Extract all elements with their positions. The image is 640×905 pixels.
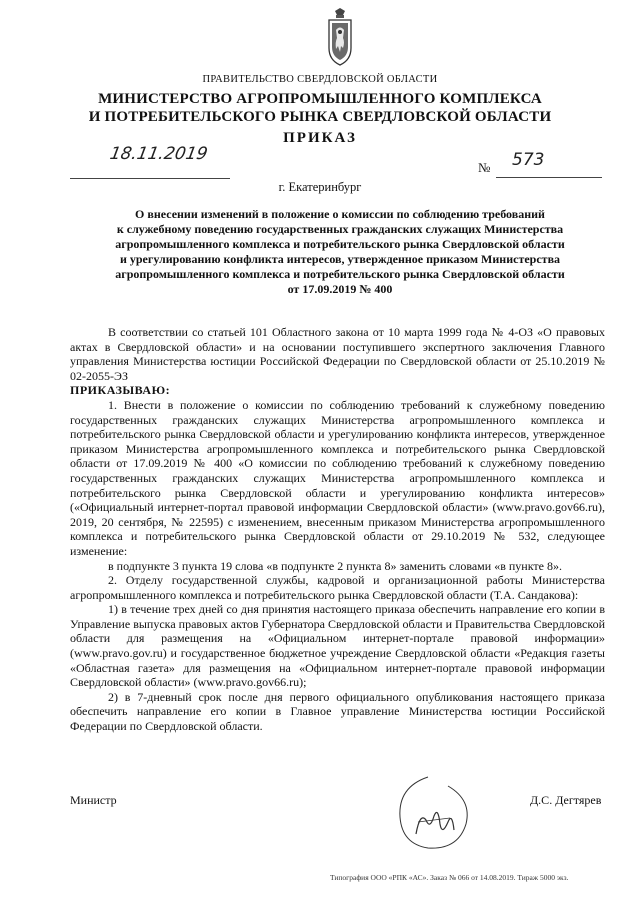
minister-position: Министр xyxy=(70,793,117,807)
ministry-name-line1: МИНИСТЕРСТВО АГРОПРОМЫШЛЕННОГО КОМПЛЕКСА xyxy=(98,91,542,107)
title-line: О внесении изменений в положение о комиссии по соблюдению требований xyxy=(135,207,545,221)
date-underline xyxy=(70,162,230,179)
typography-note: Типография ООО «РПК «АС». Заказ № 066 от 14.08.2019. Тираж 5000 экз. xyxy=(330,873,569,882)
document-type: ПРИКАЗ xyxy=(283,130,357,146)
document-date: 18.11.2019 xyxy=(108,144,210,164)
government-name: ПРАВИТЕЛЬСТВО СВЕРДЛОВСКОЙ ОБЛАСТИ xyxy=(202,74,438,85)
ministry-name xyxy=(0,90,640,126)
title-line: агропромышленного комплекса и потребительского рынка Свердловской области xyxy=(115,267,565,281)
document-number: 573 xyxy=(512,150,545,170)
item-2-paragraph: 2. Отделу государственной службы, кадровой и организационной работы Министерства агропромышленного комплекса и потребительского рынка Свердловской области (Т.А. Сандакова): xyxy=(70,573,605,602)
item-2-2-paragraph: 2) в 7-дневный срок после дня первого официального опубликования настоящего приказа обеспечить направление его копии в Главное управление Министерства юстиции Российской Федерации по Свердловской области. xyxy=(70,689,605,734)
ministry-name-line2: И ПОТРЕБИТЕЛЬСКОГО РЫНКА СВЕРДЛОВСКОЙ ОБЛАСТИ xyxy=(88,109,552,125)
title-line: к служебному поведению государственных гражданских служащих Министерства xyxy=(116,222,564,236)
handwritten-signature xyxy=(388,772,478,854)
preamble-paragraph: В соответствии со статьей 101 Областного закона от 10 марта 1999 года № 4-ОЗ «О правовых актах в Свердловской области» и на основании поступившего экспертного заключения Главного управления Министерства юстиции Российской Федерации по Свердловской области от 25.10.2019 № 02-2055-ЭЗ xyxy=(70,325,605,383)
number-label: № xyxy=(478,160,491,175)
item-1-subparagraph: в подпункте 3 пункта 19 слова «в подпункте 2 пункта 8» заменить словами «в пункте 8». xyxy=(108,558,562,573)
coat-of-arms-icon xyxy=(326,8,354,66)
item-2-1-paragraph: 1) в течение трех дней со дня принятия настоящего приказа обеспечить направление его копии в Управление выпуска правовых актов Губернатора Свердловской области и Правительства Свердловской области для размещения на «Официальном интернет-портале правовой информации» (www.pravo.gov.ru) и государственное бюджетное учреждение Свердловской области «Редакция газеты «Областная газета» для размещения на «Официальном интернет-портале правовой информации Свердловской области» (www.pravo.gov66.ru); xyxy=(70,602,605,690)
document-title xyxy=(70,207,610,297)
title-line: и урегулированию конфликта интересов, утвержденное приказом Министерства xyxy=(119,252,561,266)
title-line: от 17.09.2019 № 400 xyxy=(287,282,393,296)
city: г. Екатеринбург xyxy=(278,180,362,194)
item-1-paragraph: 1. Внести в положение о комиссии по соблюдению требований к служебному поведению государственных гражданских служащих Министерства агропромышленного комплекса и потребительского рынка Свердловской области и урегулированию конфликта интересов, утвержденное приказом Министерства агропромышленного комплекса и потребительского рынка Свердловской области от 17.09.2019 № 400 «О комиссии по соблюдению требований к служебному поведению государственных гражданских служащих Министерства агропромышленного комплекса и потребительского рынка Свердловской области и урегулированию конфликта интересов» («Официальный интернет-портал правовой информации Свердловской области» (www.pravo.gov66.ru), 2019, 20 сентября, № 22595) с изменением, внесенным приказом Министерства агропромышленного комплекса и потребительского рынка Свердловской области от 29.10.2019 № 532, следующее изменение: xyxy=(70,397,605,558)
title-line: агропромышленного комплекса и потребительского рынка Свердловской области xyxy=(115,237,565,251)
signer-name: Д.С. Дегтярев xyxy=(530,793,602,807)
document-body xyxy=(70,325,605,734)
prikazyvayu-heading: ПРИКАЗЫВАЮ: xyxy=(70,383,171,398)
